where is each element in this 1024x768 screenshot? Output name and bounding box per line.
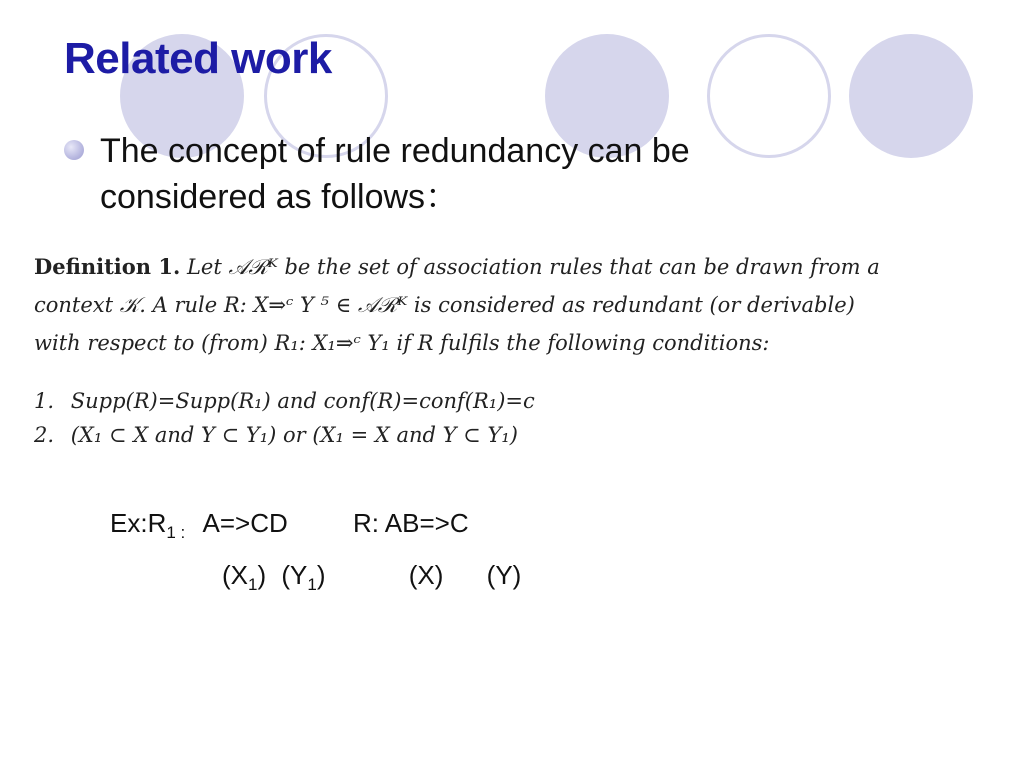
condition-2 (34, 418, 1000, 452)
condition-1-number: 1. (34, 389, 55, 413)
definition-line-2: context 𝒦. A rule R: X⇒ᶜ Y ⁵ ∈ 𝒜ℛᴷ is considered as redundant (or derivable) (34, 293, 855, 317)
example-rule-r1: A=>CD (202, 508, 288, 538)
bullet-icon (64, 140, 84, 160)
definition-line-1-text: Let 𝒜ℛᴷ be the set of association rules that can be drawn from a (186, 255, 880, 279)
definition-line-3: with respect to (from) R₁: X₁⇒ᶜ Y₁ if R fulfils the following conditions: (34, 331, 770, 355)
definition-conditions (34, 384, 1000, 452)
example-label-row (222, 560, 521, 595)
example-prefix-sub: 1 : (166, 523, 186, 542)
label-x1: $(X_1)$ (222, 560, 267, 594)
condition-1-text: Supp(R)=Supp(R₁) and conf(R)=conf(R₁)=c (70, 389, 535, 413)
definition-line-1 (34, 248, 1000, 286)
example-prefix: Ex:R (110, 508, 167, 538)
label-y: (Y) (486, 560, 522, 590)
condition-1 (34, 384, 1000, 418)
example-rule-r: R: AB=>C (352, 508, 469, 538)
condition-2-text: (X₁ ⊂ X and Y ⊂ Y₁) or (X₁ = X and Y ⊂ Y₁) (70, 423, 518, 447)
condition-2-number: 2. (34, 423, 55, 447)
label-y1: $(Y_1)$ (281, 560, 326, 594)
slide-title: Related work (64, 34, 332, 83)
example-rule-row (110, 508, 469, 543)
label-x: (X) (408, 560, 444, 590)
bullet-text: The concept of rule redundancy can be considered as follows： (100, 132, 690, 216)
definition-heading: Definition 1. (34, 254, 181, 279)
deco-circle-3 (849, 34, 973, 158)
definition-block (34, 248, 1000, 452)
